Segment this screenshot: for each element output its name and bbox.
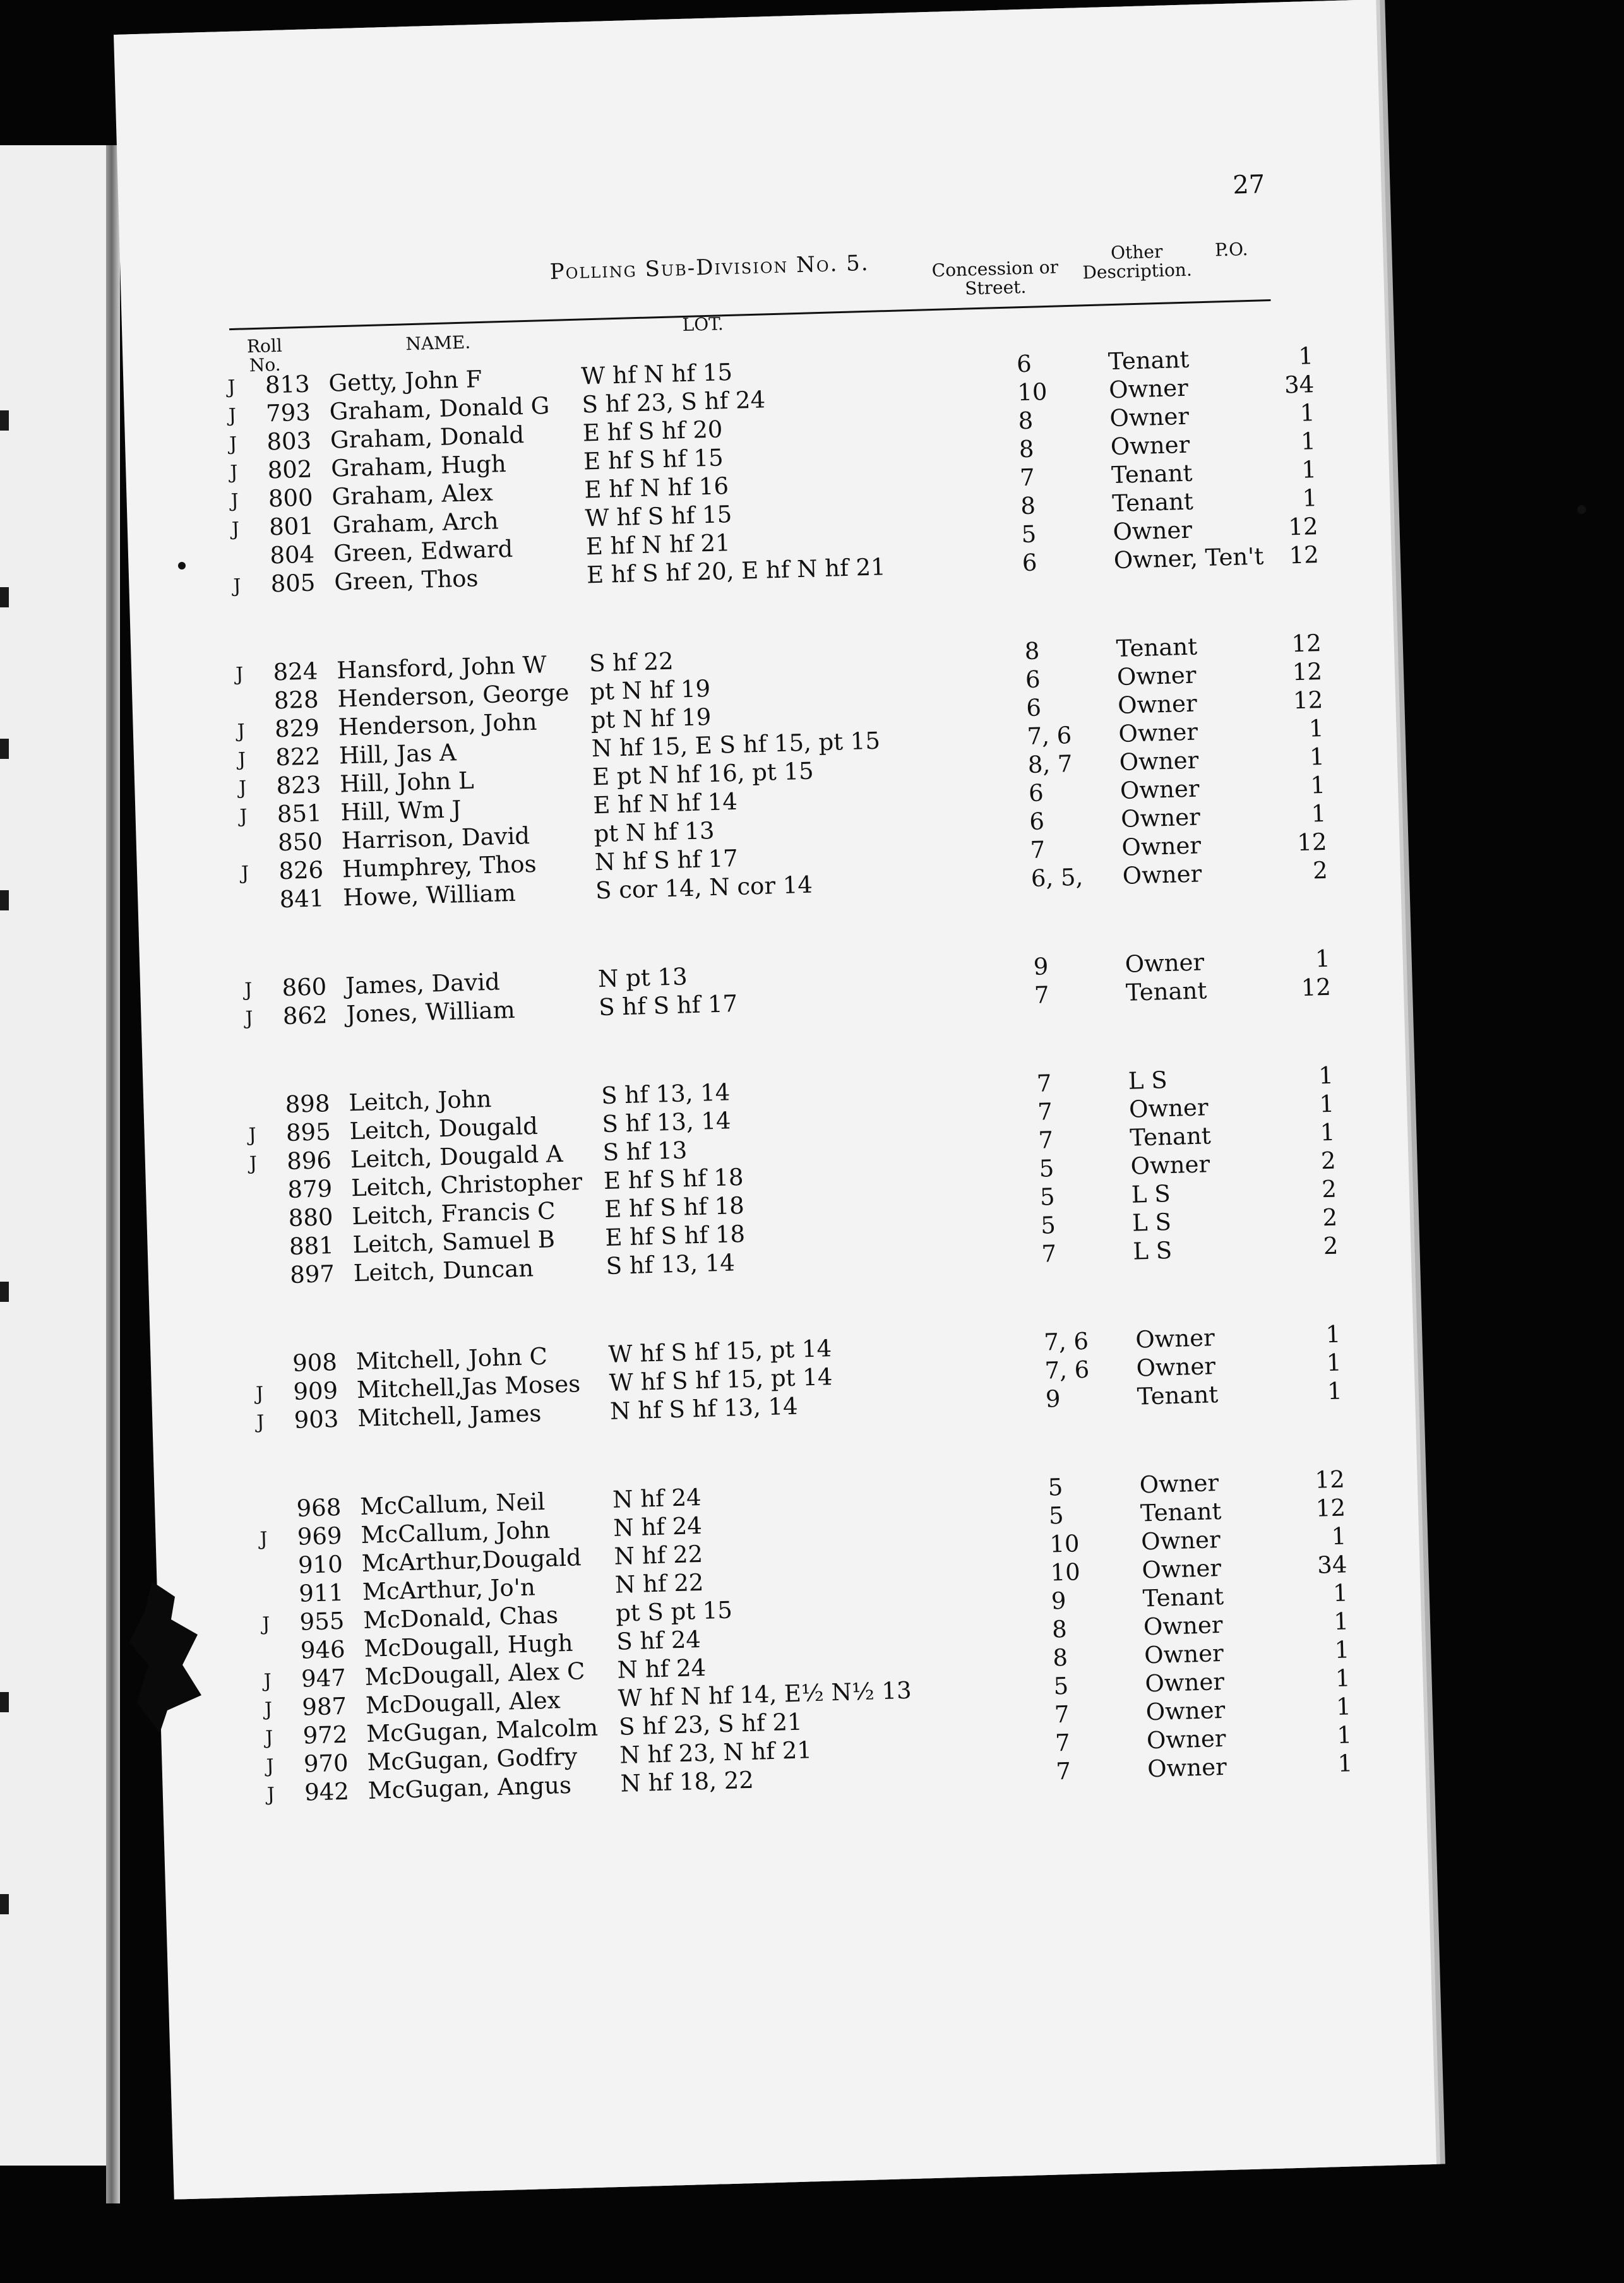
lot-description: W hf N hf 14, E½ N½ 13 xyxy=(618,1676,912,1712)
other-description: Owner xyxy=(1128,1094,1209,1123)
post-office-number: 12 xyxy=(1289,541,1320,569)
ink-speck xyxy=(178,562,186,569)
other-description: Owner xyxy=(1108,374,1189,404)
other-description: L S xyxy=(1128,1066,1168,1095)
concession-number: 7 xyxy=(1036,1070,1053,1097)
post-office-number: 1 xyxy=(1337,1750,1353,1777)
lot-description: S hf S hf 17 xyxy=(598,990,738,1022)
juror-mark: J xyxy=(248,1124,257,1147)
lot-description: N hf 18, 22 xyxy=(620,1766,755,1797)
page-number: 27 xyxy=(1232,170,1265,200)
other-description: Tenant xyxy=(1129,1122,1212,1152)
post-office-number: 2 xyxy=(1322,1203,1338,1232)
voter-name: Leitch, Samuel B xyxy=(352,1225,556,1259)
voter-name: Mitchell, John C xyxy=(355,1342,548,1376)
juror-mark: J xyxy=(238,777,247,799)
page-heading: Polling Sub-Division No. 5. xyxy=(549,250,870,285)
concession-number: 7 xyxy=(1054,1700,1070,1729)
voter-name: Hill, Wm J xyxy=(340,796,462,826)
lot-description: E hf S hf 20, E hf N hf 21 xyxy=(586,553,887,589)
other-description: L S xyxy=(1131,1179,1171,1208)
roll-number: 841 xyxy=(279,885,325,914)
voter-name: Graham, Arch xyxy=(332,507,499,539)
roll-number: 968 xyxy=(296,1493,342,1522)
juror-mark: J xyxy=(264,1698,273,1721)
facing-page-print-fragment xyxy=(0,1692,9,1712)
concession-number: 7 xyxy=(1034,981,1050,1009)
roll-number: 946 xyxy=(300,1635,346,1664)
lot-description: E hf N hf 14 xyxy=(592,787,738,820)
facing-page-print-fragment xyxy=(0,890,9,910)
other-description: Owner xyxy=(1116,661,1197,691)
roll-number: 805 xyxy=(270,569,316,598)
juror-mark: J xyxy=(239,805,248,828)
voter-name: Hansford, John W xyxy=(336,651,547,684)
roll-number: 897 xyxy=(289,1260,335,1289)
roll-number: 987 xyxy=(301,1692,347,1721)
roll-number: 881 xyxy=(289,1232,335,1260)
roll-number: 909 xyxy=(292,1376,338,1405)
post-office-number: 2 xyxy=(1323,1232,1339,1260)
column-header-lot: LOT. xyxy=(682,313,724,336)
post-office-number: 12 xyxy=(1291,629,1322,658)
voter-name: McArthur,Dougald xyxy=(361,1544,582,1577)
book-gutter xyxy=(106,145,120,2203)
lot-description: W hf S hf 15, pt 14 xyxy=(609,1363,833,1397)
concession-number: 8 xyxy=(1024,637,1040,665)
concession-number: 7, 6 xyxy=(1044,1356,1090,1385)
post-office-number: 1 xyxy=(1298,342,1314,370)
voter-name: Henderson, John xyxy=(338,708,537,741)
voter-name: Getty, John F xyxy=(328,365,482,397)
other-description: Owner xyxy=(1121,832,1202,861)
voter-name: McArthur, Jo'n xyxy=(362,1573,536,1606)
lot-description: pt N hf 19 xyxy=(589,675,711,706)
roll-number: 942 xyxy=(304,1777,350,1806)
lot-description: W hf S hf 15, pt 14 xyxy=(608,1335,832,1368)
roll-number: 860 xyxy=(282,973,327,1002)
roll-number: 895 xyxy=(285,1118,331,1147)
roll-number: 896 xyxy=(286,1147,332,1176)
roll-number: 947 xyxy=(301,1664,347,1693)
juror-mark: J xyxy=(266,1783,275,1806)
post-office-number: 12 xyxy=(1315,1494,1346,1522)
juror-mark: J xyxy=(263,1670,272,1693)
roll-number: 862 xyxy=(282,1001,328,1030)
juror-mark: J xyxy=(235,663,244,686)
juror-mark: J xyxy=(237,720,246,742)
voter-name: Hill, John L xyxy=(339,766,475,798)
post-office-number: 12 xyxy=(1293,686,1323,715)
concession-number: 8 xyxy=(1018,407,1034,435)
lot-description: E hf S hf 18 xyxy=(603,1163,744,1195)
voter-name: Humphrey, Thos xyxy=(342,850,537,883)
concession-number: 8 xyxy=(1020,492,1036,520)
roll-number: 970 xyxy=(303,1749,349,1778)
ink-speck xyxy=(1577,505,1586,514)
other-description: Owner xyxy=(1135,1324,1215,1354)
lot-description: E hf N hf 21 xyxy=(585,529,731,561)
post-office-number: 1 xyxy=(1332,1579,1349,1607)
post-office-number: 1 xyxy=(1318,1090,1335,1118)
other-description: Tenant xyxy=(1108,345,1190,376)
voter-name: Henderson, George xyxy=(337,679,570,713)
juror-mark: J xyxy=(249,1152,258,1175)
post-office-number: 1 xyxy=(1334,1636,1350,1664)
other-description: Owner xyxy=(1119,746,1199,776)
roll-number: 824 xyxy=(273,657,318,686)
lot-description: S hf 22 xyxy=(588,647,674,677)
post-office-number: 1 xyxy=(1318,1061,1334,1090)
roll-number: 803 xyxy=(266,427,312,456)
other-description: Owner xyxy=(1110,431,1190,461)
post-office-number: 1 xyxy=(1336,1721,1352,1749)
roll-number: 823 xyxy=(276,771,321,800)
concession-number: 7, 6 xyxy=(1043,1327,1089,1356)
voter-name: Leitch, Dougald A xyxy=(350,1140,564,1174)
lot-description: S hf 13, 14 xyxy=(601,1107,732,1138)
facing-page-print-fragment xyxy=(0,1894,9,1914)
roll-number: 826 xyxy=(278,856,324,885)
concession-number: 8 xyxy=(1052,1643,1068,1672)
roll-number: 802 xyxy=(267,455,313,484)
other-description: Owner xyxy=(1109,402,1190,432)
post-office-number: 2 xyxy=(1312,856,1328,885)
voter-name: Green, Thos xyxy=(333,564,479,596)
lot-description: S cor 14, N cor 14 xyxy=(595,871,813,905)
other-description: Owner xyxy=(1119,775,1200,804)
post-office-number: 1 xyxy=(1335,1693,1352,1720)
lot-description: N hf 24 xyxy=(617,1654,707,1684)
column-header-other-description: Other Description. xyxy=(1082,241,1193,283)
lot-description: N hf 22 xyxy=(614,1540,703,1570)
other-description: Owner xyxy=(1118,718,1198,748)
juror-mark: J xyxy=(229,461,238,484)
voter-name: McGugan, Godfry xyxy=(366,1743,578,1776)
voter-name: McCallum, Neil xyxy=(359,1487,546,1521)
lot-description: E hf S hf 18 xyxy=(604,1220,746,1251)
voter-name: McDougall, Alex xyxy=(365,1686,561,1719)
juror-mark: J xyxy=(241,862,249,885)
lot-description: E pt N hf 16, pt 15 xyxy=(592,757,815,791)
concession-number: 5 xyxy=(1039,1155,1054,1183)
roll-number: 804 xyxy=(269,540,315,569)
lot-description: W hf S hf 15 xyxy=(585,500,732,532)
other-description: Owner xyxy=(1122,860,1202,890)
voter-name: Leitch, John xyxy=(348,1085,492,1117)
lot-description: S hf 13 xyxy=(602,1136,688,1167)
lot-description: pt S pt 15 xyxy=(615,1596,733,1627)
voter-name: McCallum, John xyxy=(360,1516,551,1549)
other-description: Owner, Ten't xyxy=(1113,542,1264,575)
lot-description: S hf 23, S hf 24 xyxy=(582,386,766,419)
post-office-number: 2 xyxy=(1321,1175,1337,1203)
facing-page-print-fragment xyxy=(0,739,9,759)
post-office-number: 1 xyxy=(1308,714,1325,742)
roll-number: 801 xyxy=(268,512,314,541)
juror-mark: J xyxy=(265,1727,273,1750)
post-office-number: 1 xyxy=(1335,1664,1351,1692)
concession-number: 7 xyxy=(1037,1098,1053,1126)
concession-number: 7 xyxy=(1019,463,1036,492)
post-office-number: 1 xyxy=(1327,1377,1343,1405)
other-description: Tenant xyxy=(1111,487,1194,518)
post-office-number: 34 xyxy=(1317,1551,1348,1579)
voter-name: Graham, Alex xyxy=(331,479,494,511)
lot-description: N hf 24 xyxy=(612,1511,703,1542)
lot-description: N hf 15, E S hf 15, pt 15 xyxy=(591,727,881,763)
roll-number: 822 xyxy=(275,742,321,772)
register-page xyxy=(114,0,1436,2200)
other-description: Owner xyxy=(1141,1554,1222,1584)
lot-description: pt N hf 13 xyxy=(594,816,715,848)
other-description: Owner xyxy=(1143,1639,1224,1669)
juror-mark: J xyxy=(229,432,237,456)
concession-number: 6, 5, xyxy=(1030,863,1084,892)
post-office-number: 12 xyxy=(1314,1465,1346,1494)
roll-number: 908 xyxy=(292,1348,338,1377)
lot-description: pt N hf 19 xyxy=(590,703,712,734)
other-description: Owner xyxy=(1144,1667,1225,1698)
roll-number: 969 xyxy=(297,1522,343,1551)
other-description: Owner xyxy=(1147,1753,1227,1783)
concession-number: 5 xyxy=(1048,1501,1065,1530)
concession-number: 8, 7 xyxy=(1027,750,1073,779)
lot-description: E hf S hf 15 xyxy=(583,444,724,475)
other-description: Owner xyxy=(1140,1526,1221,1556)
concession-number: 10 xyxy=(1049,1530,1080,1558)
roll-number: 955 xyxy=(299,1607,345,1636)
concession-number: 7 xyxy=(1030,836,1046,864)
concession-number: 5 xyxy=(1040,1212,1056,1239)
concession-number: 7 xyxy=(1054,1729,1071,1757)
post-office-number: 1 xyxy=(1333,1607,1349,1636)
concession-number: 6 xyxy=(1025,694,1042,722)
voter-name: Leitch, Dougald xyxy=(349,1112,539,1145)
voter-name: Graham, Donald G xyxy=(329,391,550,426)
column-header-roll: Roll No. xyxy=(246,335,283,376)
concession-number: 10 xyxy=(1049,1558,1081,1587)
voter-name: Jones, William xyxy=(345,996,516,1028)
roll-number: 903 xyxy=(294,1405,339,1434)
roll-number: 850 xyxy=(277,828,323,857)
roll-number: 972 xyxy=(302,1720,348,1750)
other-description: Tenant xyxy=(1125,977,1207,1006)
post-office-number: 1 xyxy=(1325,1320,1341,1349)
voter-name: Leitch, Duncan xyxy=(353,1255,534,1287)
other-description: Tenant xyxy=(1137,1381,1219,1410)
post-office-number: 1 xyxy=(1315,945,1331,973)
juror-mark: J xyxy=(244,979,253,1001)
voter-name: McDougall, Alex C xyxy=(364,1657,585,1691)
post-office-number: 12 xyxy=(1301,973,1332,1002)
concession-number: 9 xyxy=(1045,1385,1061,1413)
post-office-number: 1 xyxy=(1299,399,1316,427)
voter-name: Howe, William xyxy=(342,879,516,912)
other-description: Owner xyxy=(1145,1696,1226,1726)
voter-name: Leitch, Christopher xyxy=(350,1167,583,1202)
voter-name: Hill, Jas A xyxy=(338,739,457,770)
other-description: L S xyxy=(1131,1208,1172,1237)
voter-name: McDonald, Chas xyxy=(362,1601,559,1634)
concession-number: 7 xyxy=(1041,1240,1057,1268)
voter-name: McGugan, Angus xyxy=(367,1771,572,1804)
concession-number: 5 xyxy=(1039,1183,1056,1211)
post-office-number: 1 xyxy=(1320,1118,1335,1147)
other-description: Owner xyxy=(1143,1611,1224,1641)
roll-number: 880 xyxy=(288,1203,334,1232)
facing-page-print-fragment xyxy=(0,587,9,607)
facing-page-print-fragment xyxy=(0,1282,9,1302)
concession-number: 5 xyxy=(1053,1672,1069,1700)
post-office-number: 1 xyxy=(1310,771,1326,799)
other-description: L S xyxy=(1132,1236,1173,1265)
juror-mark: J xyxy=(255,1383,264,1405)
post-office-number: 1 xyxy=(1302,484,1318,512)
lot-description: E hf S hf 18 xyxy=(604,1191,745,1224)
concession-number: 8 xyxy=(1018,435,1035,463)
juror-mark: J xyxy=(230,489,239,513)
post-office-number: 1 xyxy=(1301,456,1317,484)
lot-description: N hf 22 xyxy=(614,1568,704,1599)
lot-description: N pt 13 xyxy=(597,963,688,993)
lot-description: W hf N hf 15 xyxy=(580,358,733,390)
column-header-po: P.O. xyxy=(1214,238,1248,261)
voter-name: McDougall, Hugh xyxy=(363,1629,573,1662)
other-description: Tenant xyxy=(1111,459,1193,489)
voter-name: Green, Edward xyxy=(333,535,513,568)
lot-description: N hf S hf 13, 14 xyxy=(609,1392,799,1425)
other-description: Owner xyxy=(1120,803,1201,833)
post-office-number: 2 xyxy=(1320,1147,1337,1175)
other-description: Tenant xyxy=(1140,1497,1222,1527)
concession-number: 7, 6 xyxy=(1026,722,1072,751)
voter-name: Harrison, David xyxy=(341,822,530,855)
other-description: Owner xyxy=(1117,689,1198,720)
post-office-number: 1 xyxy=(1326,1349,1342,1377)
roll-number: 911 xyxy=(298,1578,344,1607)
concession-number: 8 xyxy=(1051,1615,1068,1643)
post-office-number: 12 xyxy=(1292,657,1323,686)
concession-number: 7 xyxy=(1055,1757,1072,1785)
concession-number: 6 xyxy=(1028,779,1044,807)
juror-mark: J xyxy=(266,1755,275,1778)
other-description: Tenant xyxy=(1116,633,1198,663)
voter-name: James, David xyxy=(345,968,501,1000)
voter-name: Mitchell,Jas Moses xyxy=(356,1370,581,1404)
voter-name: Leitch, Francis C xyxy=(351,1197,556,1231)
voter-list xyxy=(227,342,1353,1809)
roll-number: 851 xyxy=(277,799,323,828)
post-office-number: 12 xyxy=(1287,513,1319,541)
juror-mark: J xyxy=(228,404,237,427)
header-rule xyxy=(229,299,1270,330)
lot-description: E hf N hf 16 xyxy=(583,472,729,504)
concession-number: 9 xyxy=(1051,1587,1066,1615)
roll-number: 879 xyxy=(287,1175,333,1204)
juror-mark: J xyxy=(237,748,246,771)
lot-description: S hf 23, S hf 21 xyxy=(618,1708,803,1741)
lot-description: N hf S hf 17 xyxy=(594,844,739,876)
other-description: Owner xyxy=(1136,1352,1216,1382)
juror-mark: J xyxy=(256,1411,265,1434)
lot-description: N hf 23, N hf 21 xyxy=(619,1736,813,1769)
roll-number: 829 xyxy=(274,714,320,743)
lot-description: N hf 24 xyxy=(612,1483,702,1513)
concession-number: 6 xyxy=(1025,665,1041,694)
other-description: Owner xyxy=(1139,1469,1219,1499)
other-description: Owner xyxy=(1125,948,1205,978)
concession-number: 5 xyxy=(1021,520,1037,549)
roll-number: 800 xyxy=(268,484,314,513)
concession-number: 6 xyxy=(1029,808,1045,835)
voter-name: McGugan, Malcolm xyxy=(366,1714,599,1748)
lot-description: S hf 24 xyxy=(616,1626,702,1655)
juror-mark: J xyxy=(260,1528,268,1551)
roll-number: 793 xyxy=(265,398,311,427)
facing-page-edge xyxy=(0,145,110,2166)
post-office-number: 1 xyxy=(1300,427,1317,455)
juror-mark: J xyxy=(232,575,241,598)
column-header-name: NAME. xyxy=(405,331,471,355)
other-description: Owner xyxy=(1146,1724,1227,1755)
concession-number: 6 xyxy=(1022,549,1038,577)
post-office-number: 34 xyxy=(1284,371,1315,399)
voter-name: Graham, Hugh xyxy=(330,450,507,482)
post-office-number: 12 xyxy=(1296,828,1328,857)
juror-mark: J xyxy=(261,1613,270,1636)
roll-number: 813 xyxy=(265,370,311,399)
other-description: Owner xyxy=(1113,516,1193,546)
juror-mark: J xyxy=(231,518,240,541)
roll-number: 828 xyxy=(273,686,319,715)
concession-number: 9 xyxy=(1033,953,1049,981)
juror-mark: J xyxy=(227,376,236,399)
voter-name: Mitchell, James xyxy=(357,1399,542,1433)
roll-number: 898 xyxy=(285,1090,330,1119)
concession-number: 10 xyxy=(1017,378,1048,407)
column-header-concession: Concession or Street. xyxy=(931,256,1059,299)
other-description: Tenant xyxy=(1142,1582,1224,1612)
lot-description: E hf S hf 20 xyxy=(582,415,723,447)
lot-description: S hf 13, 14 xyxy=(606,1249,736,1280)
roll-number: 910 xyxy=(297,1550,343,1579)
concession-number: 5 xyxy=(1048,1473,1063,1501)
post-office-number: 1 xyxy=(1309,742,1325,771)
juror-mark: J xyxy=(245,1007,254,1030)
facing-page-print-fragment xyxy=(0,410,9,431)
voter-name: Graham, Donald xyxy=(330,421,525,454)
lot-description: S hf 13, 14 xyxy=(600,1078,731,1110)
concession-number: 7 xyxy=(1037,1126,1054,1154)
other-description: Owner xyxy=(1130,1150,1210,1180)
post-office-number: 1 xyxy=(1331,1522,1347,1551)
concession-number: 6 xyxy=(1016,350,1032,378)
post-office-number: 1 xyxy=(1311,799,1327,828)
